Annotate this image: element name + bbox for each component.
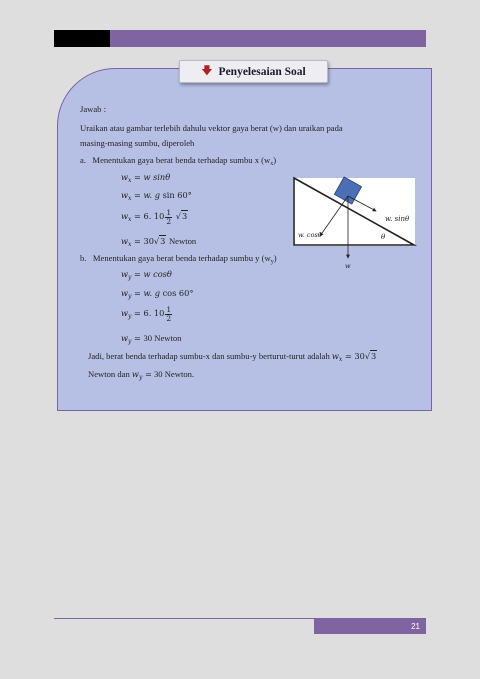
eq-a-2-rhs-b: sin 60°	[162, 190, 192, 200]
part-a-text: Menentukan gaya berat benda terhadap sumbu x (w	[92, 155, 271, 165]
eq-a-2: $w_x = w$. g sin 60°	[121, 190, 192, 202]
header-black-bar	[54, 30, 110, 47]
eq-a-4-root: 3	[160, 236, 166, 246]
eq-b-3-coef: 6. 10	[143, 308, 165, 318]
eq-a-3-num: 1	[166, 207, 172, 217]
conclusion-wx-root: 3	[371, 351, 377, 361]
arrow-down-icon: 🡇	[201, 65, 213, 77]
eq-b-1: $w_y = w$ cosθ	[121, 269, 172, 281]
eq-a-3-root: 3	[181, 211, 188, 221]
header-purple-bar	[110, 30, 426, 47]
eq-a-4-coef: 30	[143, 236, 154, 246]
part-b-heading	[80, 253, 277, 268]
eq-a-4: $w_x = 30√3$ Newton	[121, 236, 197, 248]
page-number: 21	[411, 621, 420, 631]
eq-b-2-rhs-a: w. g	[143, 288, 160, 298]
eq-a-3-fraction	[165, 209, 172, 226]
w-label: w	[345, 262, 351, 270]
wsin-label: w. sinθ	[385, 215, 410, 223]
eq-a-1: $w_x = w$ sinθ	[121, 172, 171, 184]
part-b-close: )	[273, 253, 277, 263]
eq-a-3-den: 2	[166, 216, 172, 226]
conclusion-line-2: Newton dan $w_y = 30$ Newton.	[88, 369, 195, 381]
eq-b-2-rhs-b: cos 60°	[162, 288, 194, 298]
theta-label: θ	[381, 233, 386, 241]
part-b-marker: b.	[80, 253, 87, 263]
conclusion-line-1: Jadi, berat benda terhadap sumbu-x dan sumbu-y berturut-turut adalah $w_x = 30√3$	[88, 351, 377, 363]
part-a-heading	[80, 155, 276, 170]
conclusion-wx-value: 30	[354, 351, 365, 361]
conclusion-text: Jadi, berat benda terhadap sumbu-x dan sumbu-y berturut-turut adalah	[88, 351, 330, 361]
conclusion-wy-value: 30 Newton.	[153, 369, 195, 379]
intro-line-1: Uraikan atau gambar terlebih dahulu vektor gaya berat (w) dan uraikan pada	[80, 123, 343, 133]
part-a-marker: a.	[80, 155, 86, 165]
eq-b-3-den: 2	[166, 313, 172, 323]
part-b-sub: y	[270, 259, 274, 265]
eq-b-2: $w_y = w$. g cos 60°	[121, 288, 194, 300]
eq-b-3: $w_y = 6$. 10 $\frac{1}{2}$	[121, 304, 172, 323]
part-a-sub: x	[270, 161, 274, 167]
eq-a-2-rhs-a: w. g	[143, 190, 160, 200]
answer-label: Jawab :	[80, 104, 107, 114]
eq-a-3-coef: 6. 10	[143, 211, 165, 221]
eq-b-3-fraction	[165, 306, 172, 323]
eq-b-1-rhs: w cosθ	[143, 269, 172, 279]
section-title-badge	[179, 60, 328, 83]
eq-a-1-rhs: w sinθ	[143, 172, 171, 182]
eq-b-4-value: 30 Newton	[143, 333, 182, 343]
conclusion-line-2-text: Newton dan	[88, 369, 130, 379]
section-title: Penyelesaian Soal	[218, 65, 306, 78]
part-b-text: Menentukan gaya berat benda terhadap sumbu y (w	[92, 253, 271, 263]
footer-line	[54, 618, 314, 619]
eq-a-4-unit: Newton	[168, 236, 197, 246]
intro-line-2: masing-masing sumbu, diperoleh	[80, 138, 195, 148]
page-number-box	[314, 618, 426, 634]
eq-a-3: $w_x = 6$. 10 $\frac{1}{2}$ √3	[121, 207, 188, 226]
eq-b-4: $w_y = 30$ Newton	[121, 333, 182, 345]
inclined-plane-diagram	[290, 172, 418, 272]
part-a-close: )	[273, 155, 277, 165]
wcos-label: w. cosθ	[298, 231, 322, 239]
eq-b-3-num: 1	[166, 304, 172, 314]
